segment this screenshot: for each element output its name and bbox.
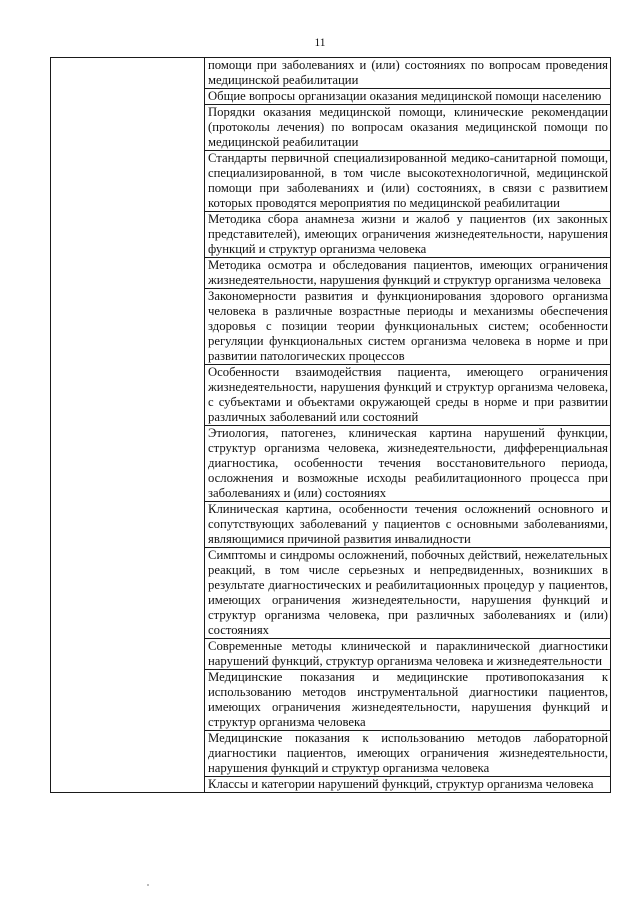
cell-text: помощи при заболеваниях и (или) состояниях по вопросам проведения медицинской реабилитации: [208, 58, 608, 87]
scan-speck: [147, 884, 149, 886]
cell-text: Этиология, патогенез, клиническая картина нарушений функции, структур организма человека, жизнедеятельности, дифференциальная диагностика, особенности течения восстановительного периода, осложнения и возможные исходы реабилитационного процесса при заболеваниях и (или) состояниях: [208, 426, 608, 500]
cell-text: Стандарты первичной специализированной медико-санитарной помощи, специализированной, в том числе высокотехнологичной, медицинской помощи при заболеваниях и (или) состояниях, в связи с развитием которых проводятся мероприятия по медицинской реабилитации: [208, 151, 608, 210]
table-cell: [205, 731, 611, 777]
cell-text: Классы и категории нарушений функций, структур организма человека: [208, 777, 594, 791]
cell-text: Медицинские показания и медицинские противопоказания к использованию методов инструментальной диагностики пациентов, имеющих ограничения жизнедеятельности, нарушения функций и структур организма человека: [208, 670, 608, 729]
table-cell: [205, 548, 611, 639]
table-cell: [205, 105, 611, 151]
table-cell: [205, 426, 611, 502]
table-cell: [205, 502, 611, 548]
cell-text: Методика осмотра и обследования пациентов, имеющих ограничения жизнедеятельности, нарушения функций и структур организма человека: [208, 258, 608, 287]
table-cell: [205, 212, 611, 258]
cell-text: Общие вопросы организации оказания медицинской помощи населению: [208, 89, 602, 103]
cell-text: Современные методы клинической и параклинической диагностики нарушений функций, структур организма человека и жизнедеятельности: [208, 639, 608, 668]
cell-text: Порядки оказания медицинской помощи, клинические рекомендации (протоколы лечения) по вопросам оказания медицинской помощи по медицинской реабилитации: [208, 105, 608, 149]
page-number: 11: [314, 37, 326, 49]
table-cell: [205, 58, 611, 89]
table-cell: [205, 639, 611, 670]
cell-text: Клиническая картина, особенности течения осложнений основного и сопутствующих заболеваний у пациентов с основными заболеваниями, являющимися причиной развития инвалидности: [208, 502, 608, 546]
table-cell: [205, 89, 611, 105]
table-row: [51, 58, 611, 89]
cell-text: Методика сбора анамнеза жизни и жалоб у пациентов (их законных представителей), имеющих ограничения жизнедеятельности, нарушения функций и структур организма человека: [208, 212, 608, 256]
table-cell: [205, 289, 611, 365]
cell-text: Медицинские показания к использованию методов лабораторной диагностики пациентов, имеющих ограничения жизнедеятельности, нарушения функций и структур организма человека: [208, 731, 608, 775]
cell-text: Особенности взаимодействия пациента, имеющего ограничения жизнедеятельности, нарушения функций и структур организма человека, с субъектами и объектами окружающей среды в норме и при развитии различных заболеваний или состояний: [208, 365, 608, 424]
cell-text: Симптомы и синдромы осложнений, побочных действий, нежелательных реакций, в том числе серьезных и непредвиденных, возникших в результате диагностических и реабилитационных процедур у пациентов, имеющих ограничения жизнедеятельности, нарушения функций и структур организма человека, при различных заболеваниях и (или) состояниях: [208, 548, 608, 637]
table-cell: [205, 151, 611, 212]
cell-text: Закономерности развития и функционирования здорового организма человека в различные возрастные периоды и механизмы обеспечения здоровья с позиции теории функциональных систем; особенности регуляции функциональных систем организма человека в норме и при развитии патологических процессов: [208, 289, 608, 363]
table-cell: [205, 365, 611, 426]
left-column-cell: [51, 58, 205, 793]
table-cell: [205, 777, 611, 793]
table-cell: [205, 670, 611, 731]
table-cell: [205, 258, 611, 289]
requirements-table: [50, 57, 611, 793]
